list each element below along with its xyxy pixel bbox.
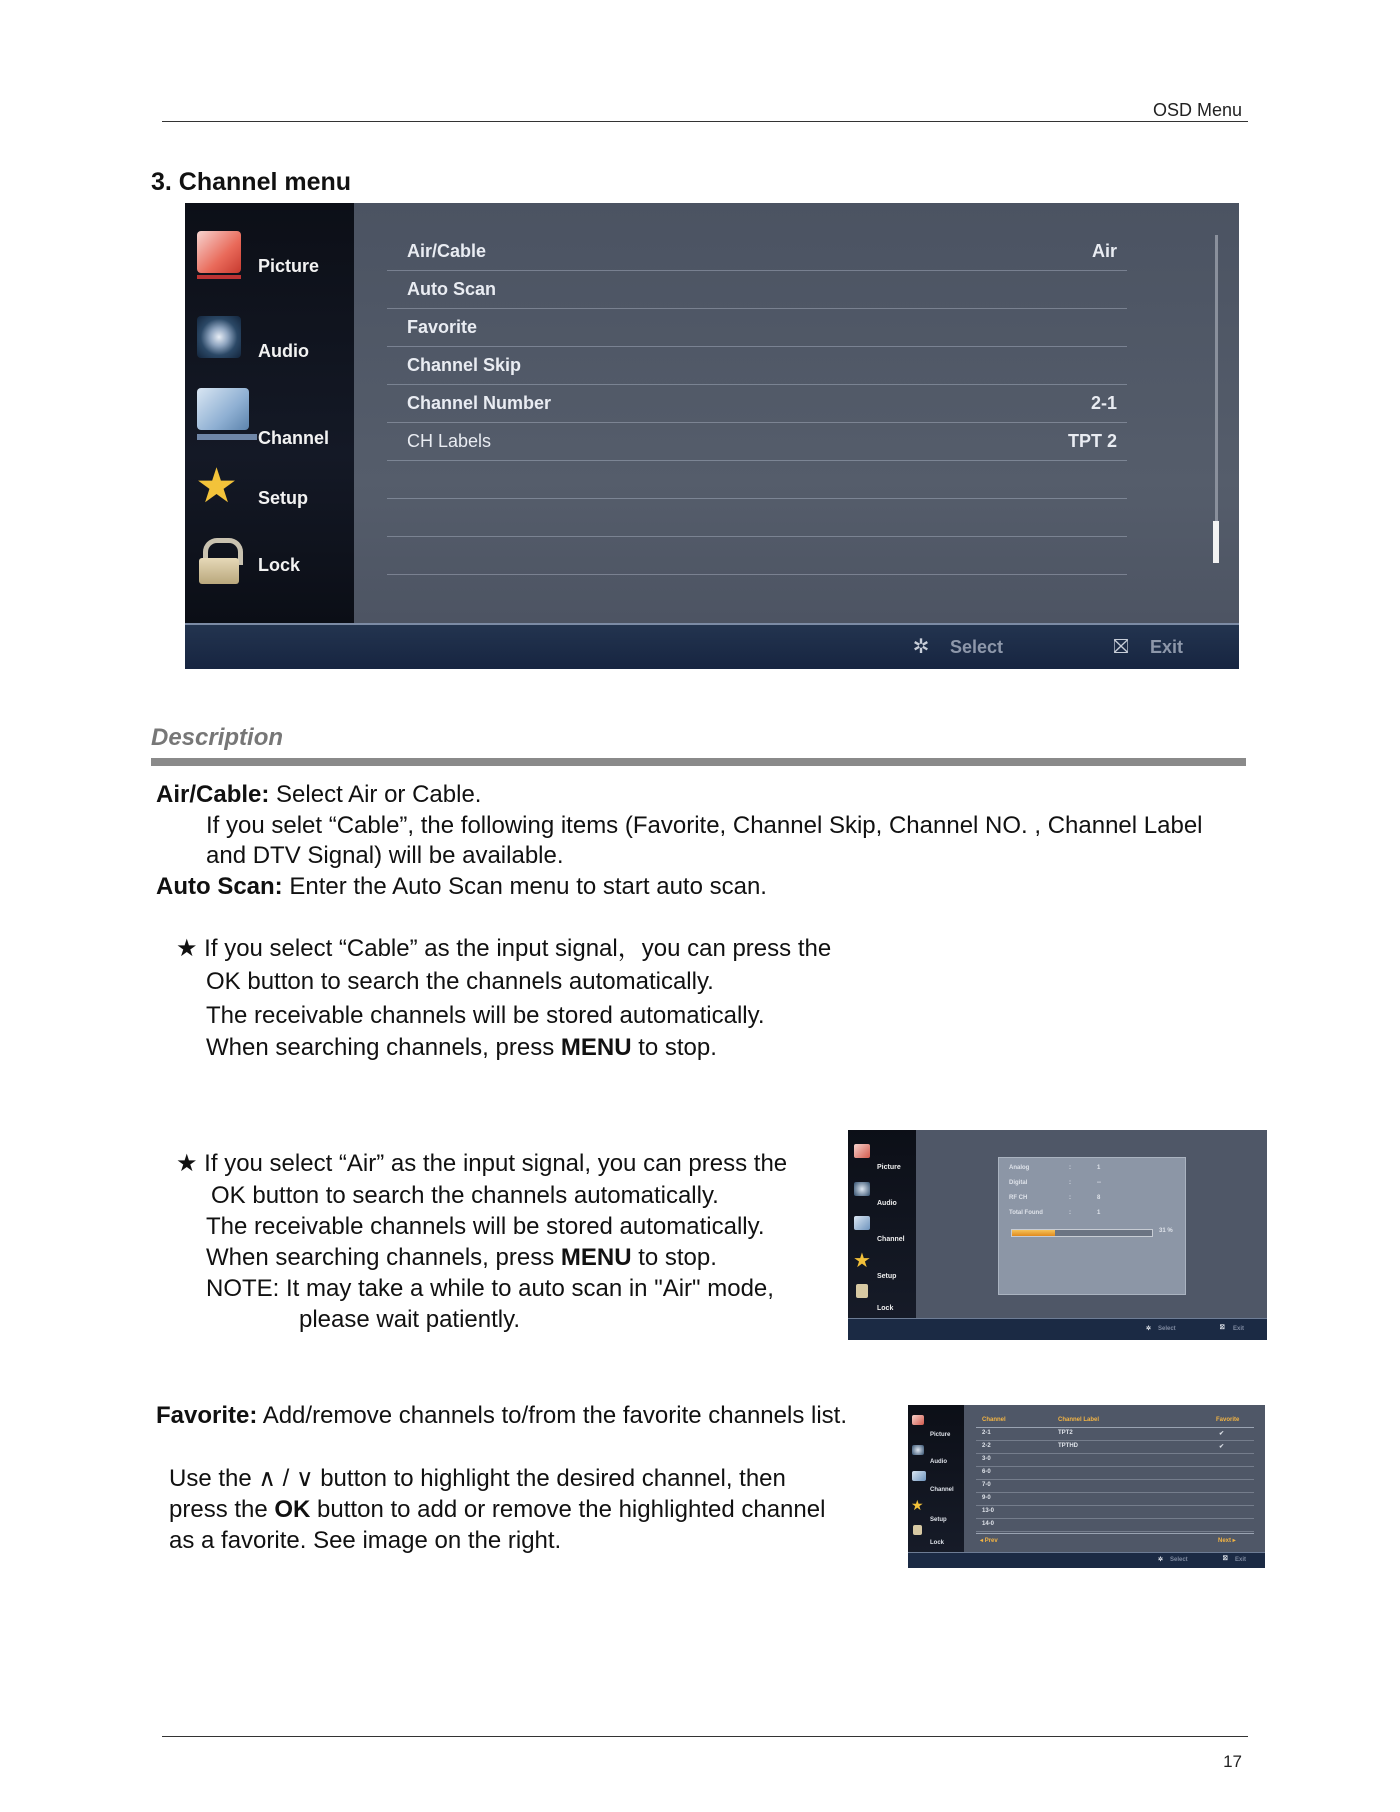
table-row[interactable] (976, 1519, 1254, 1532)
sidebar-label: Setup (258, 488, 309, 508)
audio-icon (197, 316, 241, 358)
osd-footer-bar (185, 623, 1239, 669)
air-cable-text: Select Air or Cable. (269, 781, 482, 808)
cable-note-line1: ★ If you select “Cable” as the input signal，you can press the (176, 935, 832, 962)
favorite-line: Favorite: Add/remove channels to/from the favorite channels list. (156, 1402, 847, 1429)
osd-scrollbar-thumb[interactable] (1213, 521, 1219, 563)
osd-sidebar (185, 203, 354, 623)
table-cell-channel: 2-2 (982, 1443, 991, 1449)
table-cell-fav: ✔ (1219, 1444, 1225, 1450)
table-row[interactable] (976, 1454, 1254, 1467)
auto-scan-text: Enter the Auto Scan menu to start auto scan. (282, 873, 767, 900)
air-note-line: OK button to search the channels automatically. (211, 1182, 719, 1209)
exit-hint: Exit (1150, 637, 1184, 657)
air-note-line1: ★ If you select “Air” as the input signal, you can press the (176, 1150, 788, 1177)
table-cell-channel: 6-0 (982, 1469, 991, 1475)
option-value: TPT 2 (1067, 431, 1117, 451)
favorite-detail: Use the ∧ / ∨ button to highlight the desired channel, then (169, 1465, 786, 1492)
option-label: Channel Number (407, 393, 552, 413)
favorite-table (976, 1415, 1254, 1545)
option-value: Air (1091, 241, 1117, 261)
air-cable-detail: and DTV Signal) will be available. (206, 842, 564, 869)
progress-fill (1012, 1230, 1055, 1236)
mini-footer: ✲ Select ⛝ Exit (908, 1552, 1265, 1568)
favorite-detail: as a favorite. See image on the right. (169, 1527, 562, 1554)
table-cell-channel: 9-0 (982, 1495, 991, 1501)
favorite-screenshot (908, 1405, 1265, 1568)
exit-icon: ⛝ (1220, 1325, 1225, 1331)
sidebar-item-channel[interactable] (185, 388, 354, 458)
table-row[interactable] (976, 1506, 1254, 1519)
sidebar-item-picture[interactable] (185, 231, 354, 301)
footer-rule (162, 1736, 1248, 1737)
channel-menu-screenshot (185, 203, 1239, 669)
option-empty (387, 499, 1127, 537)
option-label: Auto Scan (407, 279, 497, 299)
setup-icon: ★ (911, 1497, 924, 1513)
air-note-line: The receivable channels will be stored automatically. (206, 1213, 765, 1240)
option-favorite[interactable] (387, 309, 1127, 347)
option-value: 2-1 (1090, 393, 1117, 413)
picture-icon (197, 231, 241, 273)
table-row[interactable] (976, 1441, 1254, 1454)
table-cell-label: TPTHD (1058, 1443, 1078, 1449)
description-heading: Description (151, 724, 284, 751)
picture-icon (854, 1144, 870, 1158)
air-cable-detail: If you selet “Cable”, the following items (Favorite, Channel Skip, Channel NO. , Channel Label (206, 812, 1203, 839)
mini-sidebar-label: Lock (877, 1305, 894, 1312)
star-icon: ★ (176, 1150, 198, 1177)
mini-sidebar-label: Channel (877, 1236, 905, 1243)
mini-sidebar-label: Picture (877, 1164, 901, 1171)
channel-icon (854, 1216, 870, 1230)
description-rule (151, 758, 1246, 766)
section-header: OSD Menu (1152, 100, 1242, 120)
sidebar-label: Channel (258, 428, 330, 448)
sidebar-label: Lock (258, 555, 301, 575)
next-button[interactable]: Next ▸ (1218, 1538, 1236, 1544)
mini-footer: ✲ Select ⛝ Exit (848, 1318, 1267, 1340)
table-header: Channel Channel Label Favorite (976, 1415, 1254, 1428)
table-cell-channel: 13-0 (982, 1508, 995, 1514)
auto-scan-term: Auto Scan: (156, 873, 283, 900)
table-cell-channel: 14-0 (982, 1521, 995, 1527)
air-note-line: NOTE: It may take a while to auto scan in "Air" mode, (206, 1275, 774, 1302)
mini-sidebar-label: Setup (877, 1273, 897, 1280)
select-icon: ✲ (912, 636, 930, 658)
lock-icon (913, 1525, 922, 1535)
select-icon: ✲ (1158, 1557, 1164, 1563)
option-label: Favorite (407, 317, 478, 337)
exit-icon: ⛝ (1223, 1556, 1228, 1562)
option-channel-number[interactable] (387, 385, 1127, 423)
option-label: CH Labels (407, 431, 492, 451)
cable-note-line: The receivable channels will be stored automatically. (206, 1002, 765, 1029)
air-note-line: please wait patiently. (299, 1306, 521, 1333)
option-empty (387, 537, 1127, 575)
select-icon: ✲ (1146, 1326, 1152, 1332)
auto-scan-screenshot (848, 1130, 1267, 1340)
channel-options-list (387, 233, 1127, 575)
sidebar-item-lock[interactable] (185, 538, 354, 608)
mini-sidebar: Picture Audio Channel ★ Setup Lock (908, 1405, 964, 1552)
audio-icon (854, 1182, 870, 1196)
option-auto-scan[interactable] (387, 271, 1127, 309)
table-cell-channel: 7-0 (982, 1482, 991, 1488)
page-number: 17 (1223, 1752, 1242, 1771)
cable-note-line: OK button to search the channels automatically. (206, 968, 714, 995)
option-label: Channel Skip (407, 355, 522, 375)
up-down-arrow-icons: ∧ / ∨ (258, 1465, 314, 1492)
option-ch-labels[interactable] (387, 423, 1127, 461)
prev-button[interactable]: ◂ Prev (980, 1538, 998, 1544)
star-icon: ★ (176, 935, 198, 962)
progress-text: 31 % (1159, 1228, 1173, 1234)
audio-icon (912, 1445, 924, 1455)
header-rule (162, 121, 1248, 122)
progress-track (1011, 1229, 1153, 1237)
mini-sidebar (848, 1130, 916, 1318)
air-note-line: When searching channels, press MENU to stop. (206, 1244, 717, 1271)
table-cell-channel: 2-1 (982, 1430, 991, 1436)
table-cell-label: TPT2 (1058, 1430, 1073, 1436)
sidebar-item-setup[interactable] (185, 460, 354, 541)
auto-scan-line (156, 872, 767, 902)
table-cell-channel: 3-0 (982, 1456, 991, 1462)
table-pager (976, 1533, 1254, 1546)
channel-icon (197, 388, 249, 430)
table-cell-fav: ✔ (1219, 1431, 1225, 1437)
sidebar-item-audio[interactable] (185, 316, 354, 386)
air-cable-line (156, 780, 481, 810)
favorite-detail: press the OK button to add or remove the highlighted channel (169, 1496, 826, 1523)
sidebar-label: Audio (258, 341, 309, 361)
sidebar-label: Picture (258, 256, 320, 276)
option-channel-skip[interactable] (387, 347, 1127, 385)
picture-icon (912, 1415, 924, 1425)
table-row[interactable] (976, 1428, 1254, 1441)
channel-icon (912, 1471, 926, 1481)
mini-sidebar-label: Audio (877, 1200, 897, 1207)
table-row[interactable] (976, 1467, 1254, 1480)
favorite-term: Favorite: (156, 1402, 258, 1429)
select-hint: Select (950, 637, 1004, 657)
osd-scrollbar[interactable] (1215, 235, 1218, 560)
exit-icon: ⛝ (1113, 636, 1129, 658)
option-label: Air/Cable (407, 241, 487, 261)
option-empty (387, 461, 1127, 499)
page-title: 3. Channel menu (151, 168, 352, 196)
setup-icon: ★ (853, 1250, 871, 1272)
setup-icon: ★ (195, 460, 239, 513)
auto-scan-panel: Analog : 1 Digital : -- RF CH : 8 Total Found : 1 31 % (998, 1157, 1186, 1295)
air-cable-term: Air/Cable: (156, 781, 270, 808)
table-row[interactable] (976, 1493, 1254, 1506)
cable-note-line: When searching channels, press MENU to stop. (206, 1034, 717, 1061)
lock-icon (856, 1284, 868, 1298)
table-row[interactable] (976, 1480, 1254, 1493)
option-air-cable[interactable] (387, 233, 1127, 271)
